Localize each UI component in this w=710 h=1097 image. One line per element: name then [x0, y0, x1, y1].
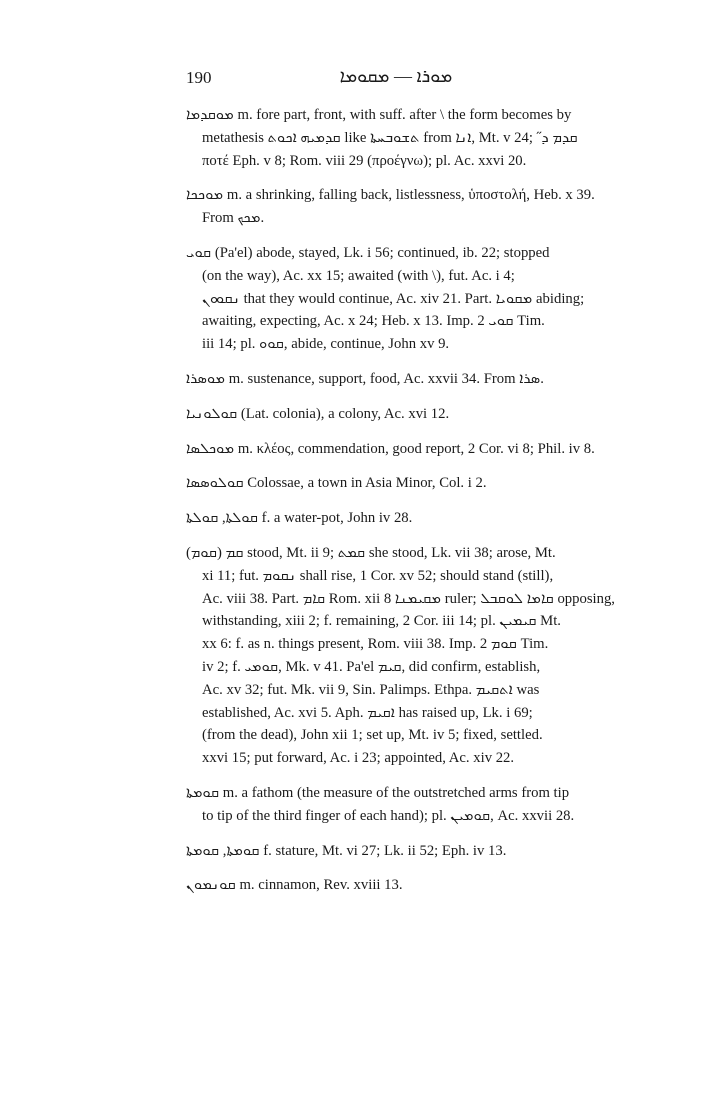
dictionary-entry — [186, 542, 656, 770]
dictionary-entry — [186, 104, 656, 172]
entry-line: ܩܘܢܡܘܢ m. cinnamon, Rev. xviii 13. — [186, 877, 403, 894]
entry-line: ποτέ Eph. v 8; Rom. viii 29 (προέγνω); pl. Ac. xxvi 20. — [202, 152, 527, 169]
entry-line: ܩܘܠܘܣܣܐ Colossae, a town in Asia Minor, Col. i 2. — [186, 475, 487, 492]
entry-line: ܩܘܠܬܐ, ܩܘܠܬܐ f. a water-pot, John iv 28. — [186, 510, 413, 527]
dictionary-entries — [186, 104, 656, 909]
entry-line: ܩܘܡܬܐ m. a fathom (the measure of the outstretched arms from tip — [186, 784, 570, 801]
entry-line: (from the dead), John xii 1; set up, Mt. iv 5; fixed, settled. — [202, 727, 543, 744]
dictionary-entry — [186, 840, 656, 863]
entry-line: (on the way), Ac. xx 15; awaited (with \), fut. Ac. i 4; — [202, 267, 515, 284]
entry-line: iii 14; pl. ܩܘܘ, abide, continue, John xv 9. — [202, 336, 450, 353]
dictionary-entry — [186, 438, 656, 461]
dictionary-entry — [186, 403, 656, 426]
running-head: ܡܘܪܐ — ܡܩܘܡܐ — [339, 66, 453, 86]
entry-line: xi 11; fut. ܢܩܘܡ shall rise, 1 Cor. xv 52; should stand (still), — [202, 567, 554, 584]
dictionary-entry — [186, 472, 656, 495]
dictionary-entry — [186, 507, 656, 530]
entry-line: ܢܩܘܘܢ that they would continue, Ac. xiv 21. Part. ܡܩܘܝܐ abiding; — [202, 290, 585, 307]
entry-line: ܡܘܟܟܐ m. a shrinking, falling back, listlessness, ὑποστολή, Heb. x 39. — [186, 187, 595, 204]
entry-line: ܩܘܡܬܐ, ܩܘܡܬܐ f. stature, Mt. vi 27; Lk. ii 52; Eph. iv 13. — [186, 842, 507, 859]
dictionary-entry — [186, 782, 656, 828]
entry-line: ܩܘܝ (Pa'el) abode, stayed, Lk. i 56; continued, ib. 22; stopped — [186, 244, 550, 261]
entry-line: to tip of the third finger of each hand); pl. ܩܘܡܝܢ, Ac. xxvii 28. — [202, 807, 575, 824]
entry-line: xxvi 15; put forward, Ac. i 23; appointed, Ac. xiv 22. — [202, 750, 515, 767]
entry-line: established, Ac. xvi 5. Aph. ܐܩܝܡ has raised up, Lk. i 69; — [202, 704, 533, 721]
entry-line: Ac. viii 38. Part. ܩܐܡ Rom. xii 8 ܡܩܝܡܢܐ ruler; ܩܐܡܐ ܠܘܩܒܠ opposing, — [202, 590, 615, 607]
dictionary-entry — [186, 368, 656, 391]
dictionary-entry — [186, 242, 656, 356]
entry-line: awaiting, expecting, Ac. x 24; Heb. x 13. Imp. ܩܘܝ 2 Tim. — [202, 313, 545, 330]
entry-line: (ܩܘܡ) ܩܡ stood, Mt. ii 9; ܩܡܬ she stood, Lk. vii 38; arose, Mt. — [186, 544, 556, 561]
entry-line: ܡܘܣܪܐ m. sustenance, support, food, Ac. xxvii 34. From ܣܪܐ. — [186, 370, 544, 387]
entry-line: ܡܘܩܕܡܐ m. fore part, front, with suff. after \ the form becomes by — [186, 107, 572, 123]
dictionary-entry — [186, 184, 656, 230]
entry-line: xx 6: f. as n. things present, Rom. viii 38. Imp. ܩܘܡ 2 Tim. — [202, 636, 549, 653]
entry-line: iv 2; f. ܩܘܡܝ, Mk. v 41. Pa'el ܩܝܡ, did confirm, establish, — [202, 658, 541, 675]
page-number: 190 — [186, 68, 212, 87]
entry-line: Ac. xv 32; fut. Mk. vii 9, Sin. Palimps. Ethpa. ܐܬܩܝܡ was — [202, 681, 540, 698]
entry-line: From ܡܟܟ. — [202, 210, 265, 227]
entry-line: ܡܘܟܠܣܐ m. κλέος, commendation, good report, 2 Cor. vi 8; Phil. iv 8. — [186, 440, 595, 457]
entry-line: ܩܘܠܘܢܝܐ (Lat. colonia), a colony, Ac. xvi 12. — [186, 405, 450, 422]
dictionary-entry — [186, 874, 656, 897]
page-header — [186, 64, 606, 92]
entry-line: metathesis ܩܕܡܝܗ ܐܟܘܬ like ܬܫܘܒܚܬܐ from ܐܢܐ, Mt. v 24; ˝ܩܕܡ ܕ — [202, 129, 578, 146]
entry-line: withstanding, xiii 2; f. remaining, 2 Cor. iii 14; pl. ܩܝܡܝܢ Mt. — [202, 613, 561, 630]
